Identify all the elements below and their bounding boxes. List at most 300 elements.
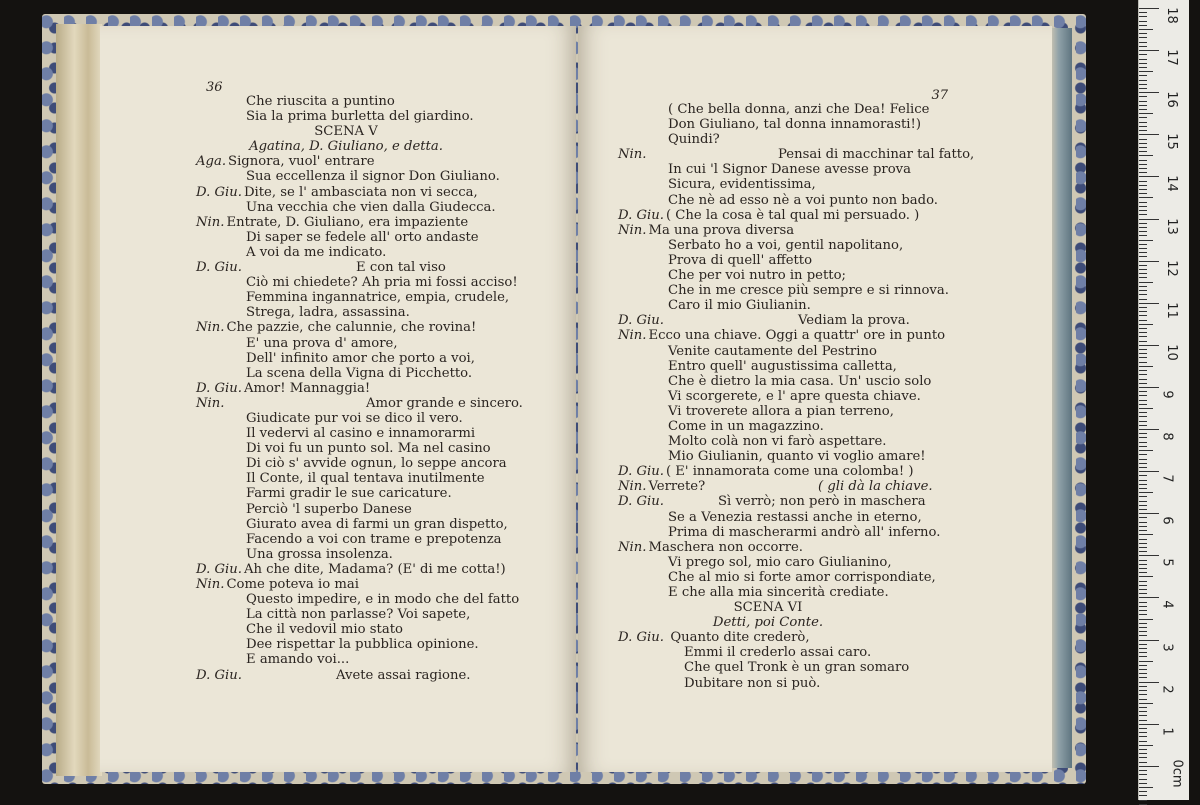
ruler-tick xyxy=(1139,602,1147,603)
ruler-tick xyxy=(1139,656,1147,657)
speaker-label: Nin. xyxy=(618,222,647,238)
text-line xyxy=(618,419,949,434)
dialogue-text: Sua eccellenza il signor Don Giuliano. xyxy=(246,169,500,185)
ruler-tick xyxy=(1139,143,1147,144)
ruler-tick xyxy=(1139,534,1153,535)
ruler-tick xyxy=(1139,496,1147,497)
text-line xyxy=(618,510,949,525)
text-line xyxy=(196,351,519,366)
ruler-label: 15 xyxy=(1163,133,1179,151)
ruler-tick xyxy=(1139,134,1159,135)
dialogue-text: Vediam la prova. xyxy=(798,313,910,329)
ruler-tick xyxy=(1139,522,1147,523)
ruler-tick xyxy=(1139,80,1147,81)
speaker-label: Nin. xyxy=(196,214,225,230)
ruler-tick xyxy=(1139,425,1147,426)
ruler-tick xyxy=(1139,227,1147,228)
ruler-tick xyxy=(1139,42,1147,43)
ruler-tick xyxy=(1139,189,1147,190)
dialogue-text: Vi prego sol, mio caro Giulianino, xyxy=(668,554,892,570)
ruler-tick xyxy=(1139,294,1147,295)
ruler-tick xyxy=(1139,677,1147,678)
dialogue-text: Quanto dite crederò, xyxy=(670,630,810,646)
ruler-tick xyxy=(1139,530,1147,531)
ruler-tick xyxy=(1139,686,1147,687)
ruler-label: 13 xyxy=(1163,217,1179,235)
ruler-tick xyxy=(1139,84,1147,85)
dialogue-text: Che riuscita a puntino xyxy=(246,94,395,109)
right-page xyxy=(578,26,1052,772)
speaker-label: D. Giu. xyxy=(618,630,664,646)
ruler-tick xyxy=(1139,509,1147,510)
ruler-tick xyxy=(1139,155,1153,156)
text-line xyxy=(196,532,519,547)
ruler-tick xyxy=(1139,408,1153,409)
dialogue-text: Giudicate pur voi se dico il vero. xyxy=(246,410,463,426)
ruler-tick xyxy=(1139,715,1147,716)
ruler-tick xyxy=(1139,332,1147,333)
ruler-label: 4 xyxy=(1159,600,1175,610)
text-line xyxy=(618,132,949,147)
ruler-label: 2 xyxy=(1159,685,1175,694)
ruler-tick xyxy=(1139,341,1147,342)
text-line xyxy=(618,283,949,298)
text-line xyxy=(618,313,949,328)
text-line xyxy=(196,169,519,184)
dialogue-text: Sì verrò; non però in maschera xyxy=(718,494,926,510)
text-line xyxy=(618,359,949,374)
text-line xyxy=(618,389,949,404)
text-line xyxy=(618,328,949,343)
ruler-tick xyxy=(1139,395,1147,396)
ruler-tick xyxy=(1139,724,1159,725)
ruler-tick xyxy=(1139,492,1153,493)
text-line xyxy=(618,344,949,359)
scene-heading: SCENA V xyxy=(314,124,378,140)
ruler-tick xyxy=(1139,12,1147,13)
ruler-tick xyxy=(1139,606,1147,607)
dialogue-text: Prova di quell' affetto xyxy=(668,252,813,268)
dialogue-text: Vi scorgerete, e l' apre questa chiave. xyxy=(668,388,921,404)
dialogue-text: La scena della Vigna di Picchetto. xyxy=(246,365,473,381)
text-line xyxy=(618,238,949,253)
speaker-label: Nin. xyxy=(618,328,647,344)
text-line xyxy=(196,200,519,215)
text-line xyxy=(618,600,918,615)
text-line xyxy=(618,540,949,555)
dialogue-text: Dubitare non si può. xyxy=(684,675,821,691)
text-line xyxy=(196,607,519,622)
ruler-tick xyxy=(1139,501,1147,502)
ruler-tick xyxy=(1139,581,1147,582)
ruler-tick xyxy=(1139,379,1147,380)
ruler-tick xyxy=(1139,320,1147,321)
ruler-tick xyxy=(1139,648,1147,649)
ruler-tick xyxy=(1139,614,1147,615)
ruler-tick xyxy=(1139,130,1147,131)
dialogue-text: Che per voi nutro in petto; xyxy=(668,268,846,284)
ruler-label: 12 xyxy=(1163,259,1179,277)
text-line xyxy=(618,193,949,208)
ruler-tick xyxy=(1139,640,1159,641)
ruler-tick xyxy=(1139,370,1147,371)
text-line xyxy=(196,260,519,275)
ruler-tick xyxy=(1139,564,1147,565)
ruler-tick xyxy=(1139,256,1147,257)
ruler-tick xyxy=(1139,286,1147,287)
ruler-tick xyxy=(1139,37,1147,38)
text-line xyxy=(196,275,519,290)
text-line xyxy=(618,374,949,389)
ruler-tick xyxy=(1139,240,1153,241)
speaker-label: Nin. xyxy=(196,320,225,336)
ruler-tick xyxy=(1139,442,1147,443)
ruler-tick xyxy=(1139,109,1147,110)
ruler-tick xyxy=(1139,349,1147,350)
text-line xyxy=(196,592,519,607)
ruler-tick xyxy=(1139,231,1147,232)
text-line xyxy=(196,290,519,305)
ruler-tick xyxy=(1139,59,1147,60)
ruler-tick xyxy=(1139,488,1147,489)
text-line xyxy=(618,464,949,479)
ruler-label: 17 xyxy=(1163,49,1179,66)
ruler-tick xyxy=(1139,484,1147,485)
dialogue-text: Quindi? xyxy=(668,132,720,148)
text-line xyxy=(196,395,523,411)
scene-heading: SCENA VI xyxy=(733,600,803,616)
dialogue-text: Signora, vuol' entrare xyxy=(228,154,375,170)
ruler-tick xyxy=(1139,88,1147,89)
dialogue-text: Caro il mio Giulianin. xyxy=(668,298,811,314)
ruler-tick xyxy=(1139,362,1147,363)
ruler-tick xyxy=(1139,21,1147,22)
ruler-tick xyxy=(1139,181,1147,182)
ruler-tick xyxy=(1139,421,1147,422)
ruler-tick xyxy=(1139,720,1147,721)
ruler-tick xyxy=(1139,450,1153,451)
ruler-tick xyxy=(1139,46,1147,47)
text-line xyxy=(196,426,519,441)
ruler-label: 3 xyxy=(1159,642,1175,652)
text-line xyxy=(618,479,949,494)
ruler-tick xyxy=(1139,459,1147,460)
text-line xyxy=(618,449,949,464)
speaker-label: D. Giu. xyxy=(618,313,664,329)
ruler-tick xyxy=(1139,555,1159,556)
scene-heading: Detti, poi Conte. xyxy=(712,615,824,631)
dialogue-text: Perciò 'l superbo Danese xyxy=(246,501,412,517)
text-line xyxy=(618,585,949,600)
ruler-label: 11 xyxy=(1163,301,1179,319)
text-line xyxy=(196,154,519,169)
ruler-tick xyxy=(1139,126,1147,127)
measurement-ruler xyxy=(1138,0,1189,800)
ruler-label: 10 xyxy=(1163,344,1179,361)
ruler-tick xyxy=(1139,248,1147,249)
text-line xyxy=(618,630,949,645)
text-line xyxy=(196,411,519,426)
ruler-tick xyxy=(1139,214,1147,215)
ruler-tick xyxy=(1139,315,1147,316)
ruler-tick xyxy=(1139,610,1147,611)
text-line xyxy=(196,336,519,351)
ruler-tick xyxy=(1139,513,1159,514)
ruler-tick xyxy=(1139,92,1159,93)
ruler-tick xyxy=(1139,164,1147,165)
dialogue-text: E' una prova d' amore, xyxy=(246,335,398,351)
dialogue-text: Vi troverete allora a pian terreno, xyxy=(668,403,894,419)
ruler-tick xyxy=(1139,437,1147,438)
speaker-label: D. Giu. xyxy=(618,464,664,480)
ruler-tick xyxy=(1139,366,1153,367)
text-line xyxy=(618,645,949,660)
ruler-tick xyxy=(1139,736,1147,737)
left-page-text xyxy=(196,94,523,683)
text-line xyxy=(196,502,519,517)
text-line xyxy=(196,94,519,109)
ruler-tick xyxy=(1139,197,1153,198)
ruler-tick xyxy=(1139,328,1147,329)
ruler-tick xyxy=(1139,63,1147,64)
dialogue-text: Entro quell' augustissima calletta, xyxy=(668,358,897,374)
ruler-tick xyxy=(1139,117,1147,118)
stage-direction: ( gli dà la chiave. xyxy=(818,479,933,495)
ruler-tick xyxy=(1139,185,1147,186)
speaker-label: D. Giu. xyxy=(196,380,242,396)
dialogue-text: Come poteva io mai xyxy=(226,577,359,592)
ruler-label: 6 xyxy=(1159,516,1175,525)
ruler-tick xyxy=(1139,749,1147,750)
ruler-tick xyxy=(1139,665,1147,666)
speaker-label: D. Giu. xyxy=(196,667,242,683)
ruler-tick xyxy=(1139,400,1147,401)
dialogue-text: Verrete? xyxy=(648,479,706,495)
ruler-tick xyxy=(1139,652,1147,653)
text-line xyxy=(196,305,519,320)
dialogue-text: ( E' innamorata come una colomba! ) xyxy=(665,464,914,480)
text-line xyxy=(196,486,519,501)
ruler-tick xyxy=(1139,429,1159,430)
ruler-tick xyxy=(1139,219,1159,220)
text-line xyxy=(196,637,519,652)
ruler-tick xyxy=(1139,795,1147,796)
ruler-tick xyxy=(1139,467,1147,468)
ruler-tick xyxy=(1139,176,1159,177)
ruler-tick xyxy=(1139,168,1147,169)
ruler-tick xyxy=(1139,122,1147,123)
ruler-tick xyxy=(1139,728,1147,729)
text-line xyxy=(618,147,975,163)
ruler-tick xyxy=(1139,290,1147,291)
ruler-tick xyxy=(1139,757,1147,758)
ruler-tick xyxy=(1139,690,1147,691)
text-line xyxy=(618,162,949,177)
dialogue-text: Come in un magazzino. xyxy=(668,418,824,434)
speaker-label: Nin. xyxy=(196,395,225,411)
dialogue-text: Serbato ho a voi, gentil napolitano, xyxy=(668,237,904,253)
ruler-tick xyxy=(1139,539,1147,540)
ruler-tick xyxy=(1139,269,1147,270)
ruler-tick xyxy=(1139,139,1147,140)
ruler-tick xyxy=(1139,619,1153,620)
ruler-tick xyxy=(1139,463,1147,464)
ruler-tick xyxy=(1139,101,1147,102)
ruler-label: 9 xyxy=(1159,390,1175,399)
text-line xyxy=(618,223,949,238)
ruler-tick xyxy=(1139,206,1147,207)
ruler-tick xyxy=(1139,433,1147,434)
text-line xyxy=(618,660,949,675)
ruler-tick xyxy=(1139,547,1147,548)
ruler-tick xyxy=(1139,572,1147,573)
ruler-tick xyxy=(1139,16,1147,17)
dialogue-text: Entrate, D. Giuliano, era impaziente xyxy=(226,214,469,230)
ruler-label: 1 xyxy=(1159,727,1175,736)
dialogue-text: Questo impedire, e in modo che del fatto xyxy=(246,592,520,608)
ruler-tick xyxy=(1139,252,1147,253)
ruler-tick xyxy=(1139,96,1147,97)
dialogue-text: Amor grande e sincero. xyxy=(366,395,523,411)
dialogue-text: Una vecchia che vien dalla Giudecca. xyxy=(246,199,496,215)
ruler-tick xyxy=(1139,576,1153,577)
speaker-label: Aga. xyxy=(196,154,227,170)
ruler-tick xyxy=(1139,526,1147,527)
text-line xyxy=(196,109,519,124)
dialogue-text: Mio Giulianin, quanto vi voglio amare! xyxy=(668,449,926,465)
ruler-tick xyxy=(1139,631,1147,632)
ruler-tick xyxy=(1139,661,1153,662)
ruler-tick xyxy=(1139,741,1147,742)
ruler-tick xyxy=(1139,33,1147,34)
ruler-tick xyxy=(1139,54,1147,55)
dialogue-text: Strega, ladra, assassina. xyxy=(246,305,410,321)
ruler-tick xyxy=(1139,273,1147,274)
page-edges-left xyxy=(56,24,102,776)
ruler-tick xyxy=(1139,454,1147,455)
text-line xyxy=(618,555,949,570)
ruler-label: 16 xyxy=(1163,91,1179,108)
speaker-label: Nin. xyxy=(618,539,647,555)
ruler-tick xyxy=(1139,75,1147,76)
ruler-label: 14 xyxy=(1163,175,1179,193)
ruler-tick xyxy=(1139,627,1147,628)
ruler-tick xyxy=(1139,193,1147,194)
ruler-tick xyxy=(1139,673,1147,674)
ruler-tick xyxy=(1139,223,1147,224)
ruler-tick xyxy=(1139,699,1147,700)
dialogue-text: E con tal viso xyxy=(356,260,446,276)
dialogue-text: Pensai di macchinar tal fatto, xyxy=(778,147,975,163)
ruler-tick xyxy=(1139,585,1147,586)
text-line xyxy=(618,676,949,691)
ruler-tick xyxy=(1139,50,1159,51)
ruler-tick xyxy=(1139,336,1147,337)
dialogue-text: Di voi fu un punto sol. Ma nel casino xyxy=(246,441,491,457)
ruler-tick xyxy=(1139,543,1147,544)
dialogue-text: Dell' infinito amor che porto a voi, xyxy=(246,350,475,366)
text-line xyxy=(618,525,949,540)
text-line xyxy=(196,245,519,260)
dialogue-text: Maschera non occorre. xyxy=(648,539,804,555)
text-line xyxy=(196,517,519,532)
ruler-tick xyxy=(1139,404,1147,405)
text-line xyxy=(618,208,949,223)
dialogue-text: Di ciò s' avvide ognun, lo seppe ancora xyxy=(246,456,507,472)
dialogue-text: ( Che bella donna, anzi che Dea! Felice xyxy=(668,102,930,117)
dialogue-text: Ma una prova diversa xyxy=(648,222,795,238)
ruler-tick xyxy=(1139,412,1147,413)
ruler-tick xyxy=(1139,694,1147,695)
text-line xyxy=(196,652,519,667)
ruler-tick xyxy=(1139,551,1147,552)
dialogue-text: Che pazzie, che calunnie, che rovina! xyxy=(226,320,477,336)
ruler-tick xyxy=(1139,787,1153,788)
ruler-tick xyxy=(1139,791,1147,792)
ruler-tick xyxy=(1139,766,1159,767)
ruler-tick xyxy=(1139,597,1159,598)
dialogue-text: Che in me cresce più sempre e si rinnova. xyxy=(668,283,949,299)
dialogue-text: In cui 'l Signor Danese avesse prova xyxy=(668,162,911,178)
speaker-label: D. Giu. xyxy=(196,561,242,577)
ruler-tick xyxy=(1139,471,1159,472)
ruler-tick xyxy=(1139,307,1147,308)
ruler-tick xyxy=(1139,303,1159,304)
dialogue-text: Una grossa insolenza. xyxy=(246,546,393,562)
ruler-tick xyxy=(1139,299,1147,300)
dialogue-text: Ecco una chiave. Oggi a quattr' ore in punto xyxy=(648,328,946,344)
ruler-tick xyxy=(1139,261,1159,262)
ruler-tick xyxy=(1139,324,1153,325)
speaker-label: D. Giu. xyxy=(196,184,242,200)
text-line xyxy=(618,298,949,313)
ruler-label: 7 xyxy=(1159,474,1175,483)
dialogue-text: Facendo a voi con trame e prepotenza xyxy=(246,531,502,547)
dialogue-text: Ah che dite, Madama? (E' di me cotta!) xyxy=(243,561,506,577)
dialogue-text: La città non parlasse? Voi sapete, xyxy=(246,607,471,623)
text-line xyxy=(196,381,519,396)
ruler-tick xyxy=(1139,235,1147,236)
ruler-tick xyxy=(1139,282,1153,283)
text-line xyxy=(196,366,519,381)
ruler-tick xyxy=(1139,387,1159,388)
text-line xyxy=(618,268,949,283)
dialogue-text: Che al mio si forte amor corrispondiate, xyxy=(668,569,936,585)
dialogue-text: Giurato avea di farmi un gran dispetto, xyxy=(246,516,508,532)
text-line xyxy=(618,117,949,132)
ruler-tick xyxy=(1139,147,1147,148)
dialogue-text: Dite, se l' ambasciata non vi secca, xyxy=(243,184,478,200)
text-line xyxy=(618,102,949,117)
page-number-right: 37 xyxy=(931,88,948,103)
dialogue-text: Ciò mi chiedete? Ah pria mi fossi acciso! xyxy=(246,275,518,291)
ruler-tick xyxy=(1139,644,1147,645)
ruler-tick xyxy=(1139,374,1147,375)
speaker-label: Nin. xyxy=(196,577,225,592)
dialogue-text: Molto colà non vi farò aspettare. xyxy=(668,434,887,450)
dialogue-text: Avete assai ragione. xyxy=(336,667,471,683)
dialogue-text: Farmi gradir le sue caricature. xyxy=(246,486,452,502)
dialogue-text: Amor! Mannaggia! xyxy=(243,380,371,396)
speaker-label: D. Giu. xyxy=(618,207,664,223)
ruler-tick xyxy=(1139,774,1147,775)
text-line xyxy=(196,320,519,335)
text-line xyxy=(196,562,519,577)
ruler-tick xyxy=(1139,475,1147,476)
dialogue-text: Che quel Tronk è un gran somaro xyxy=(684,660,910,676)
text-line xyxy=(196,124,496,139)
scene-heading: Agatina, D. Giuliano, e detta. xyxy=(249,139,443,155)
